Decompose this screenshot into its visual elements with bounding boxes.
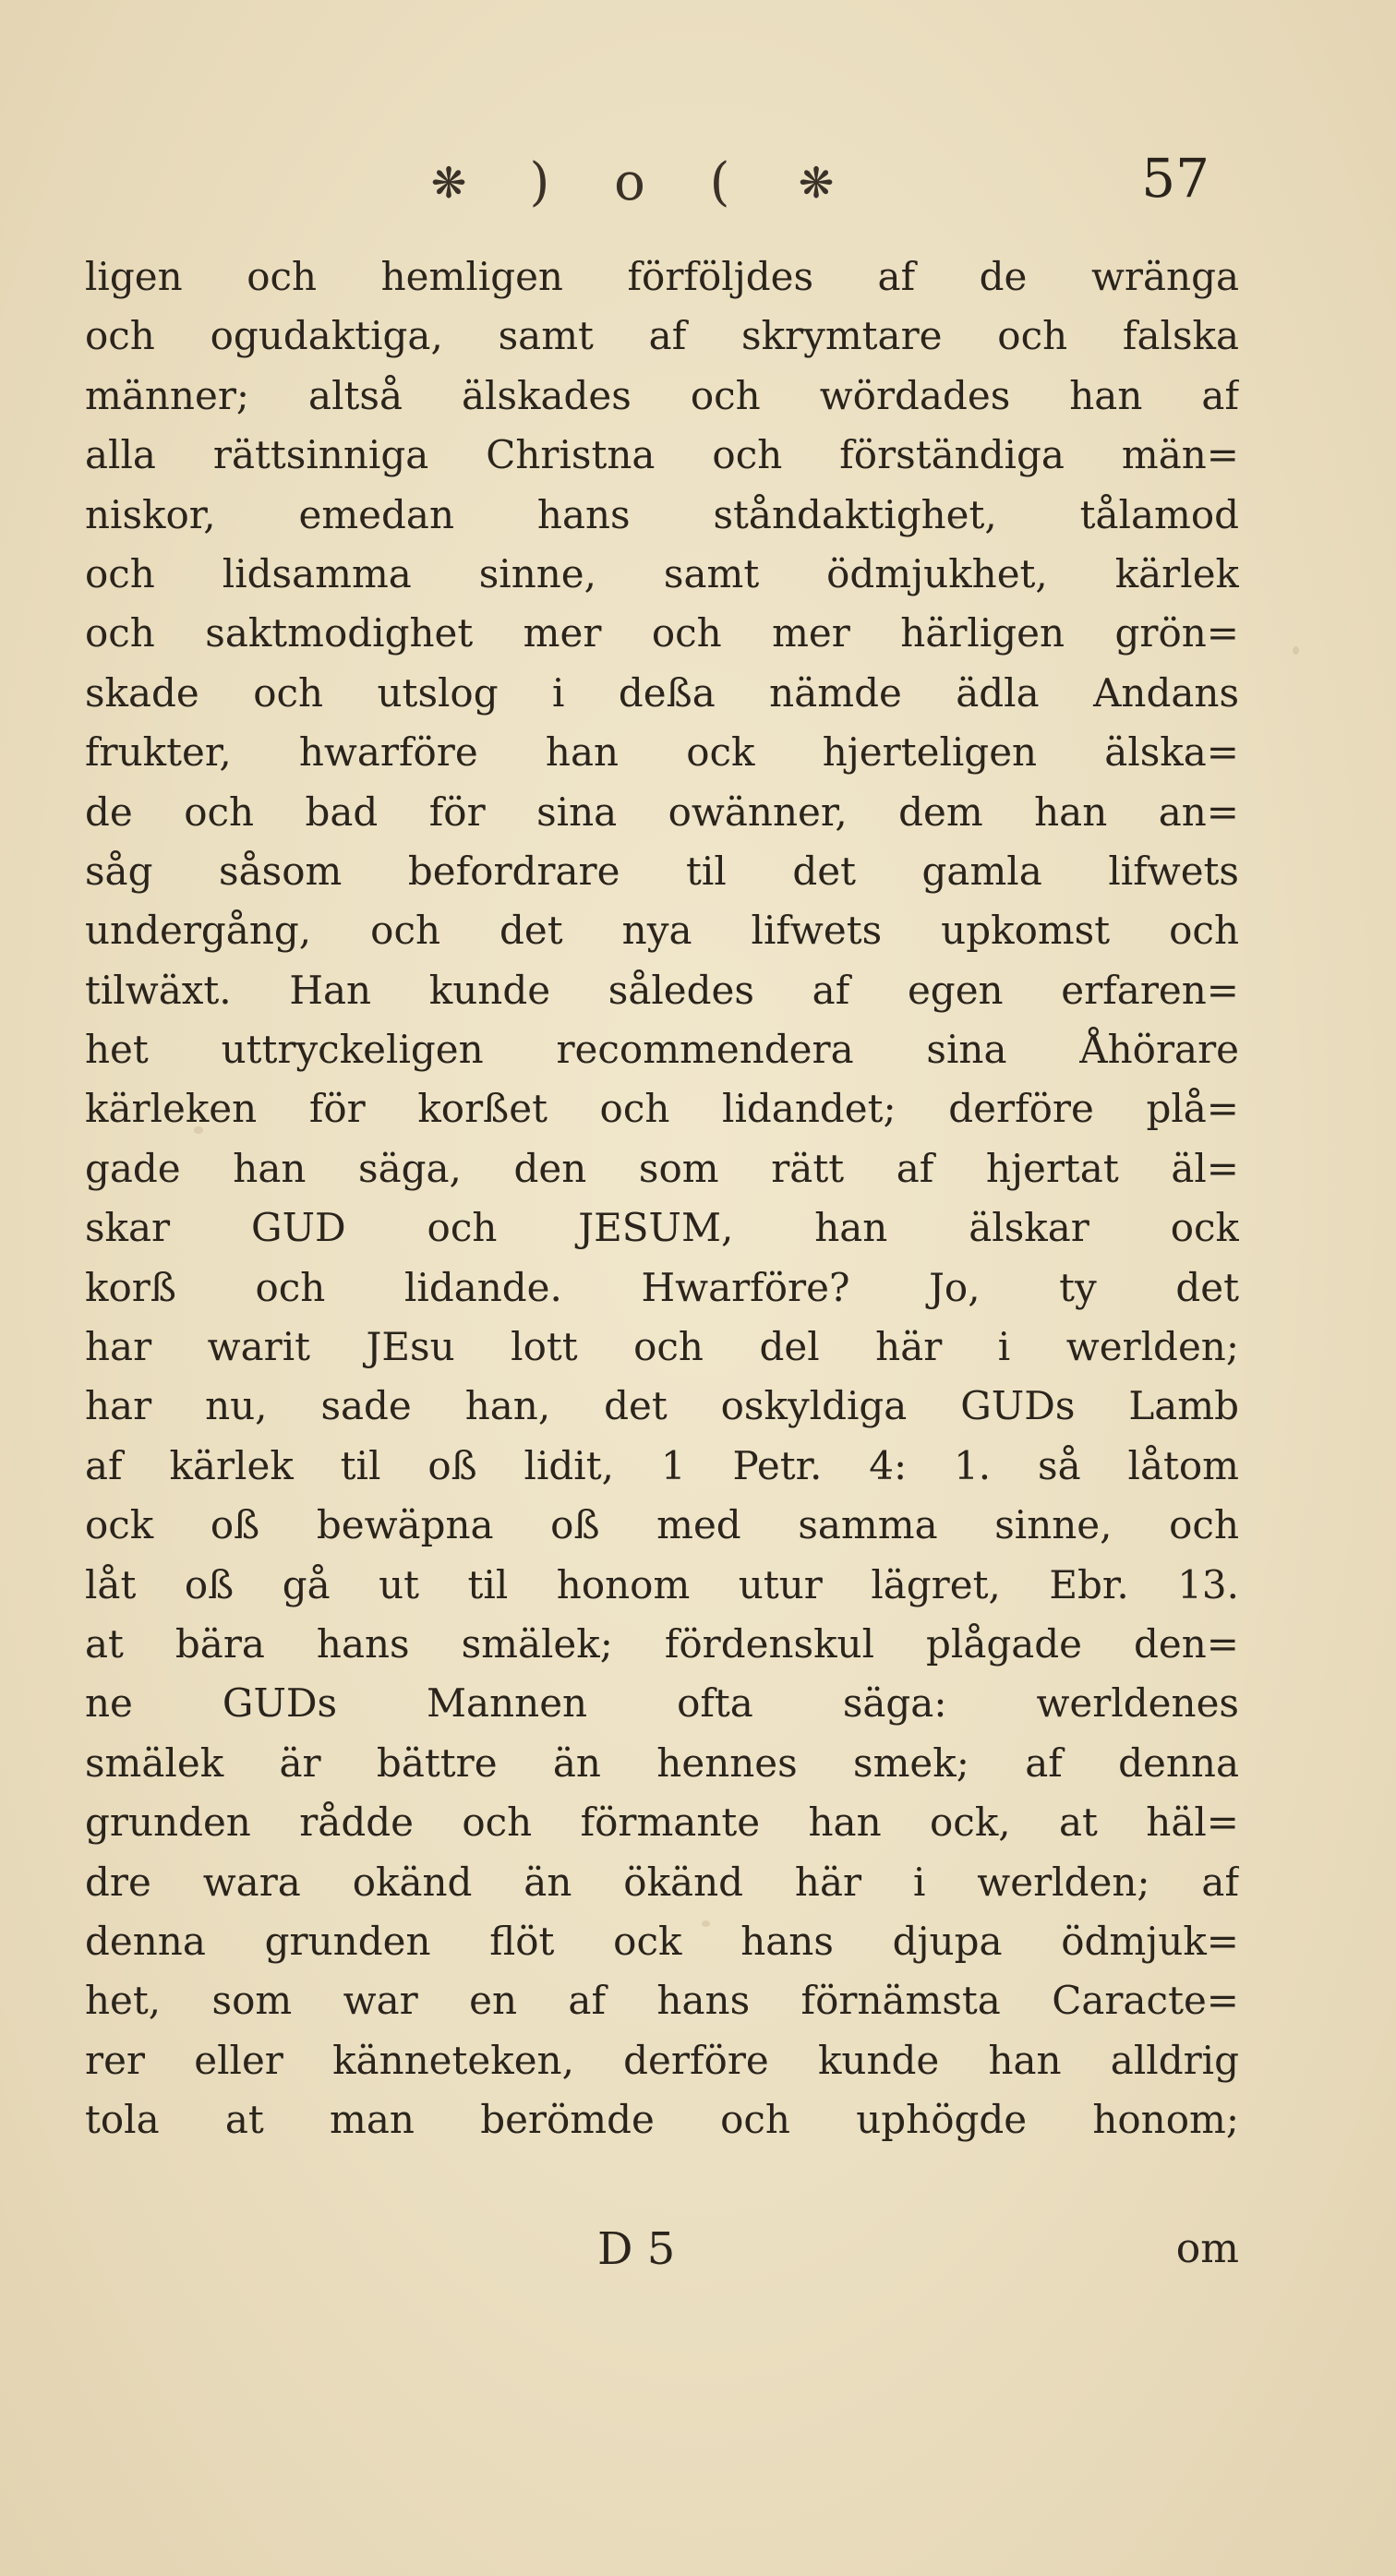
header-separator: ) o ( — [529, 152, 754, 212]
running-header — [425, 138, 1219, 222]
text-line: undergång, och det nya lifwets upkomst och — [85, 908, 1239, 954]
text-line: ne GUDs Mannen ofta säga: werldenes — [85, 1680, 1239, 1727]
text-line: de och bad för sina owänner, dem han an= — [85, 788, 1239, 835]
text-line: männer; altså älskades och wördades han af — [85, 372, 1239, 418]
text-line: frukter, hwarföre han ock hjerteligen älska= — [85, 729, 1239, 776]
text-line: såg såsom befordrare til det gamla lifwets — [85, 848, 1239, 894]
text-line: dre wara okänd än ökänd här i werlden; af — [85, 1859, 1239, 1905]
page-number: 57 — [1141, 147, 1209, 210]
text-line: gade han säga, den som rätt af hjertat äl= — [85, 1145, 1239, 1191]
ornament-icon: ❋ — [798, 158, 835, 208]
signature-mark: D 5 — [597, 2223, 676, 2275]
page-footer — [85, 2216, 1239, 2290]
text-line: grunden rådde och förmante han ock, at häl= — [85, 1800, 1239, 1846]
text-line: och ogudaktiga, samt af skrymtare och falska — [85, 313, 1239, 359]
catchword: om — [1175, 2225, 1239, 2272]
text-line: och saktmodighet mer och mer härligen grön= — [85, 610, 1239, 656]
paper-speck — [1293, 646, 1299, 655]
text-line: har warit JEsu lott och del här i werlden; — [85, 1324, 1239, 1370]
text-line: smälek är bättre än hennes smek; af denna — [85, 1739, 1239, 1786]
text-line: skar GUD och JESUM, han älskar ock — [85, 1205, 1239, 1251]
text-line: korß och lidande. Hwarföre? Jo, ty det — [85, 1264, 1239, 1310]
text-line: denna grunden flöt ock hans djupa ödmjuk= — [85, 1918, 1239, 1964]
text-line: låt oß gå ut til honom utur lägret, Ebr. 13. — [85, 1561, 1239, 1607]
text-line: at bära hans smälek; fördenskul plågade den= — [85, 1620, 1239, 1667]
text-line: och lidsamma sinne, samt ödmjukhet, kärlek — [85, 550, 1239, 596]
text-line: alla rättsinniga Christna och förständiga män= — [85, 432, 1239, 478]
text-line: ligen och hemligen förföljdes af de wränga — [85, 254, 1239, 299]
text-line: ock oß bewäpna oß med samma sinne, och — [85, 1502, 1239, 1548]
text-line: af kärlek til oß lidit, 1 Petr. 4: 1. så låtom — [85, 1442, 1239, 1488]
text-line: het, som war en af hans förnämsta Caracte= — [85, 1978, 1239, 2024]
text-line: het uttryckeligen recommendera sina Åhörare — [85, 1027, 1239, 1073]
ornament-icon: ❋ — [430, 158, 467, 208]
text-line: rer eller känneteken, derföre kunde han alldrig — [85, 2037, 1239, 2083]
text-line: tilwäxt. Han kunde således af egen erfaren= — [85, 967, 1239, 1013]
text-line: niskor, emedan hans ståndaktighet, tålamod — [85, 491, 1239, 537]
text-line: har nu, sade han, det oskyldiga GUDs Lamb — [85, 1383, 1239, 1429]
text-line: kärleken för korßet och lidandet; derföre plå= — [85, 1086, 1239, 1132]
text-line: skade och utslog i deßa nämde ädla Andans — [85, 669, 1239, 716]
text-line: tola at man berömde och uphögde honom; — [85, 2097, 1239, 2143]
body-text — [85, 247, 1239, 2150]
